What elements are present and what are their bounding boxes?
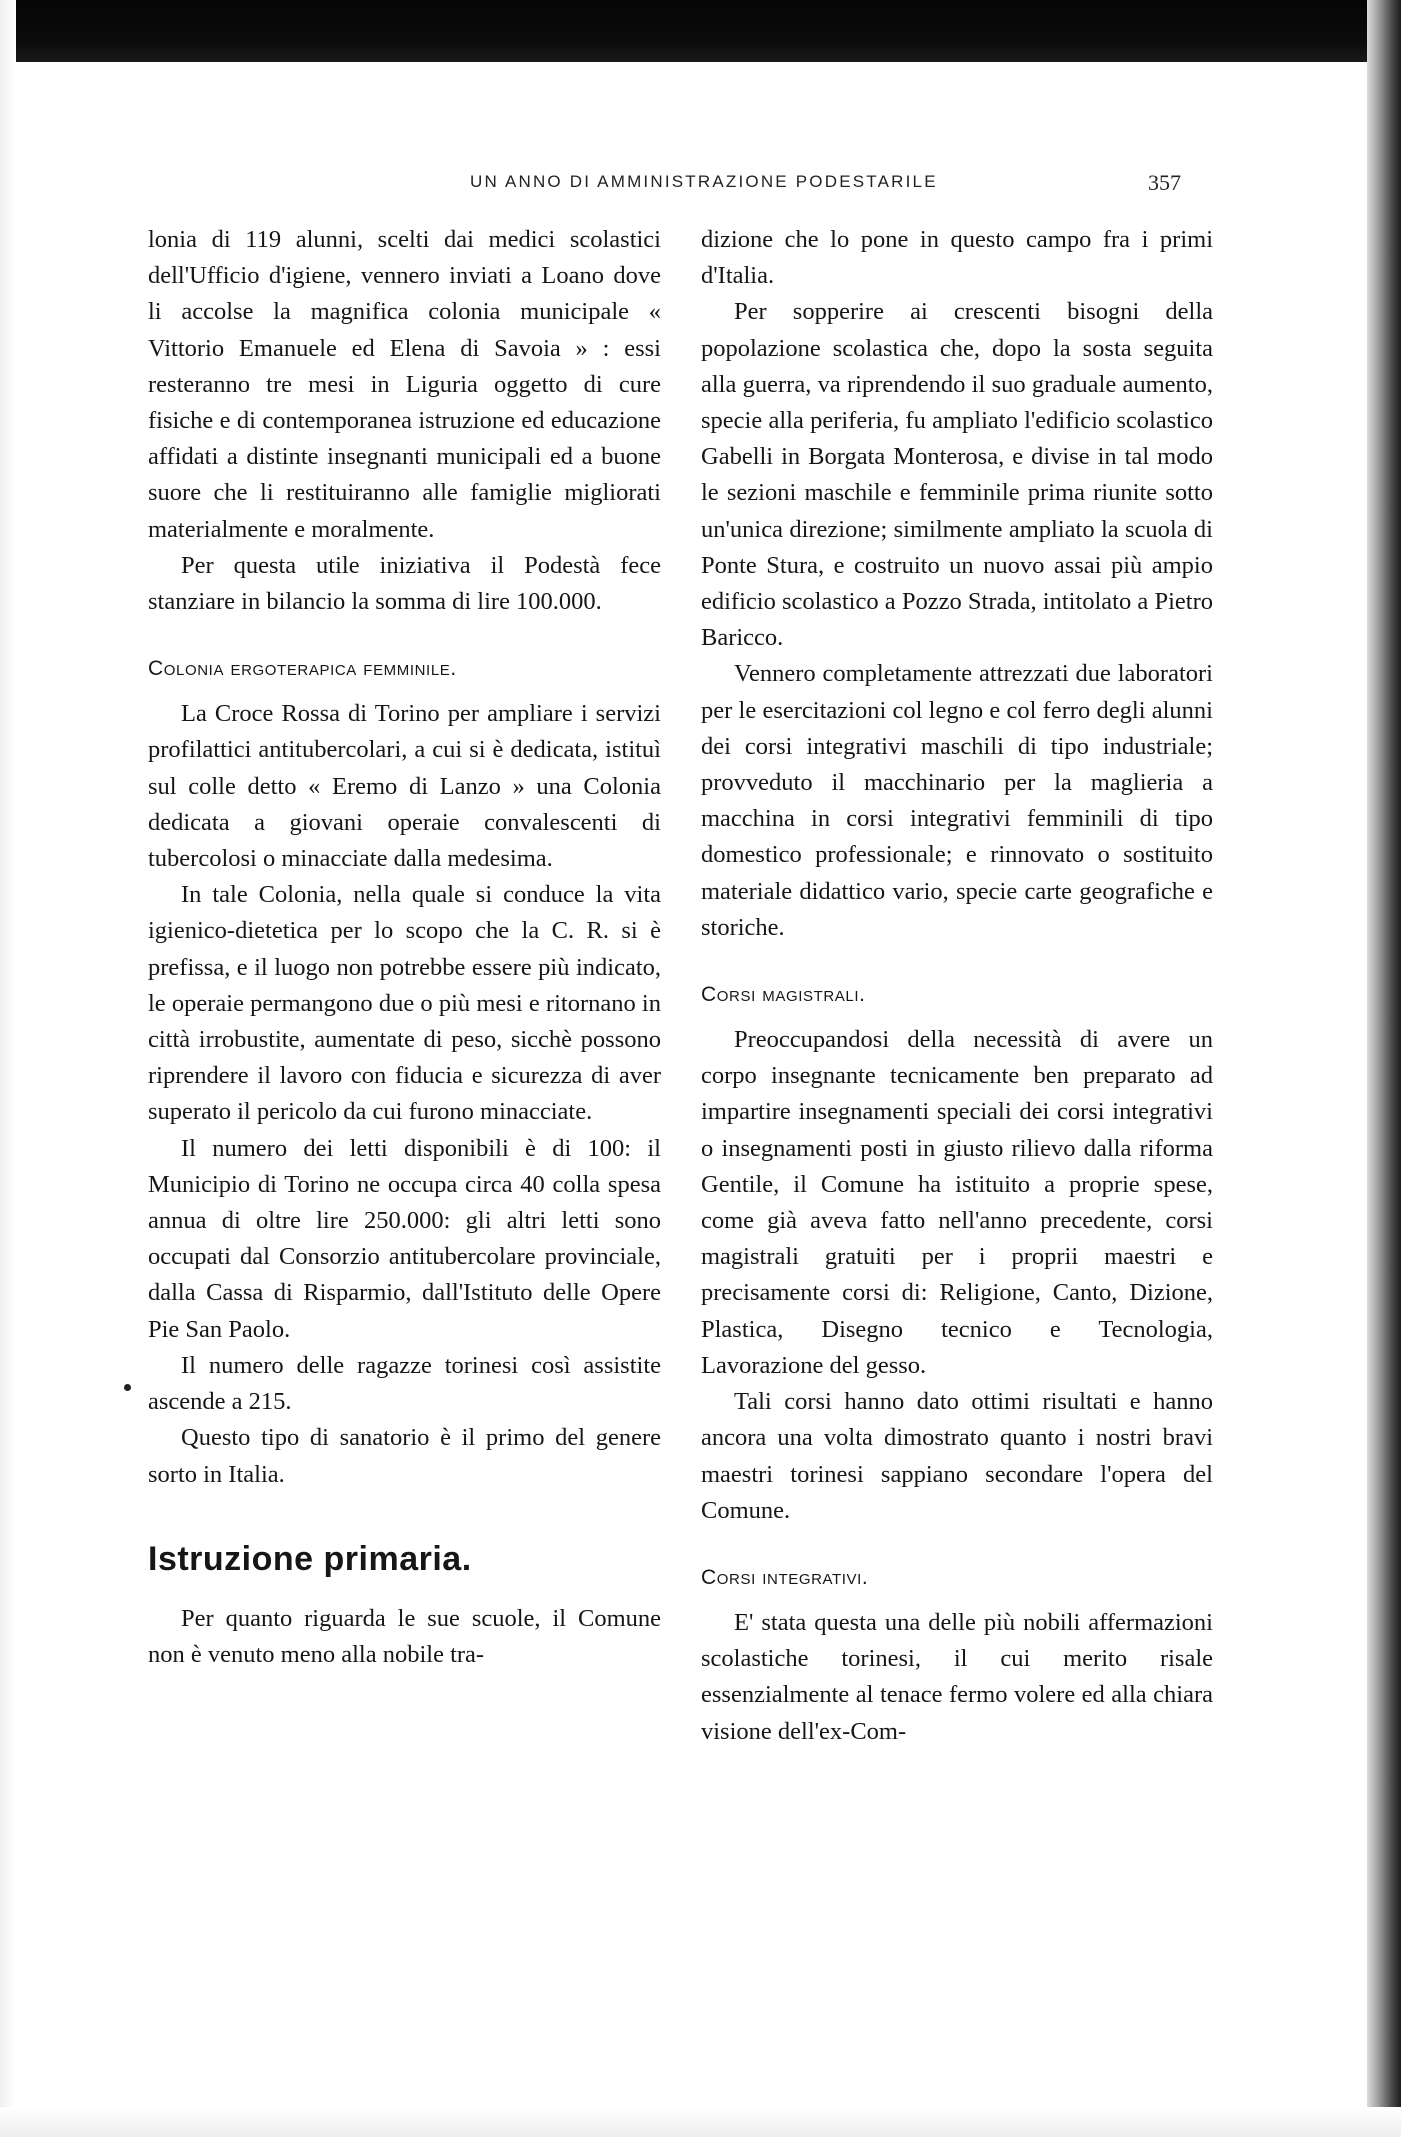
margin-dot-mark [124, 1384, 131, 1391]
paragraph: Questo tipo di sanatorio è il primo del genere sorto in Italia. [148, 1424, 661, 1488]
scan-border-bottom [0, 2107, 1401, 2137]
paragraph: Per sopperire ai crescenti bisogni della popolazione scolastica che, dopo la sosta seguita alla guerra, va riprendendo il suo graduale aumento, specie alla periferia, fu ampliato l'edificio scolastico Gabelli in Borgata Monterosa, e divise in tal modo le sezioni maschile e femminile prima riunite sotto un'unica direzione; similmente ampliato la scuola di Ponte Stura, e costruito un nuovo assai più ampio edificio scolastico a Pozzo Strada, intitolato a Pietro Baricco. [701, 298, 1213, 652]
section-heading: Corsi integrativi. [701, 1565, 869, 1589]
paragraph: E' stata questa una delle più nobili affermazioni scolastiche torinesi, il cui merito risale essenzialmente al tenace fermo volere ed alla chiara visione dell'ex-Com- [701, 1608, 1213, 1745]
section-heading: Colonia ergoterapica femminile. [148, 657, 457, 681]
scan-border-right [1367, 0, 1401, 2137]
paragraph: Il numero dei letti disponibili è di 100: il Municipio di Torino ne occupa circa 40 colla spesa annua di oltre lire 250.000: gli altri letti sono occupati dal Consorzio antitubercolare provinciale, dalla Cassa di Risparmio, dall'Istituto delle Opere Pie San Paolo. [148, 1134, 661, 1343]
running-header: UN ANNO DI AMMINISTRAZIONE PODESTARILE [470, 172, 938, 191]
paragraph: Tali corsi hanno dato ottimi risultati e hanno ancora una volta dimostrato quanto i nostri bravi maestri torinesi sappiano secondare l'opera del Comune. [701, 1388, 1213, 1524]
paragraph: Preoccupandosi della necessità di avere un corpo insegnante tecnicamente ben preparato ad impartire insegnamenti speciali dei corsi integrativi o insegnamenti posti in giusto rilievo dalla riforma Gentile, il Comune ha istituito a proprie spese, come già aveva fatto nell'anno precedente, corsi magistrali gratuiti per i proprii maestri e precisamente corsi di: Religione, Canto, Dizione, Plastica, Disegno tecnico e Tecnologia, Lavorazione del gesso. [701, 1026, 1213, 1379]
section-heading: Corsi magistrali. [701, 983, 866, 1007]
right-column [701, 222, 1213, 1750]
paragraph: Il numero delle ragazze torinesi così assistite ascende a 215. [148, 1351, 661, 1416]
paragraph: dizione che lo pone in questo campo fra i primi d'Italia. [701, 226, 1213, 290]
paragraph: lonia di 119 alunni, scelti dai medici scolastici dell'Ufficio d'igiene, vennero inviati a Loano dove li accolse la magnifica colonia municipale « Vittorio Emanuele ed Elena di Savoia » : essi resteranno tre mesi in Liguria oggetto di cure fisiche e di contemporanea istruzione ed educazione affidati a distinte insegnanti municipali ed a buone suore che li restituiranno alle famiglie migliorati materialmente e moralmente. [148, 226, 661, 543]
left-column [148, 222, 661, 1673]
paragraph: Per questa utile iniziativa il Podestà fece stanziare in bilancio la somma di lire 100.000. [148, 551, 661, 616]
scan-border-left [0, 0, 16, 2137]
paragraph: La Croce Rossa di Torino per ampliare i servizi profilattici antitubercolari, a cui si è dedicata, istituì sul colle detto « Eremo di Lanzo » una Colonia dedicata a giovani operaie convalescenti di tubercolosi o minacciate dalla medesima. [148, 700, 661, 873]
paragraph: In tale Colonia, nella quale si conduce la vita igienico-dietetica per lo scopo che la C. R. si è prefissa, e il luogo non potrebbe essere più indicato, le operaie permangono due o più mesi e ritornano in città irrobustite, aumentate di peso, sicchè possono riprendere il lavoro con fiducia e sicurezza di aver superato il pericolo da cui furono minacciate. [148, 881, 661, 1126]
scan-border-top [0, 0, 1401, 62]
paragraph: Vennero completamente attrezzati due laboratori per le esercitazioni col legno e col ferro degli alunni dei corsi integrativi maschili di tipo industriale; provveduto il macchinario per la maglieria a macchina in corsi integrativi femminili di tipo domestico professionale; e rinnovato o sostituito materiale didattico vario, specie carte geografiche e storiche. [701, 660, 1213, 941]
paragraph: Per quanto riguarda le sue scuole, il Comune non è venuto meno alla nobile tra- [148, 1604, 661, 1668]
chapter-heading: Istruzione primaria. [148, 1539, 472, 1578]
page-number: 357 [1148, 170, 1181, 195]
